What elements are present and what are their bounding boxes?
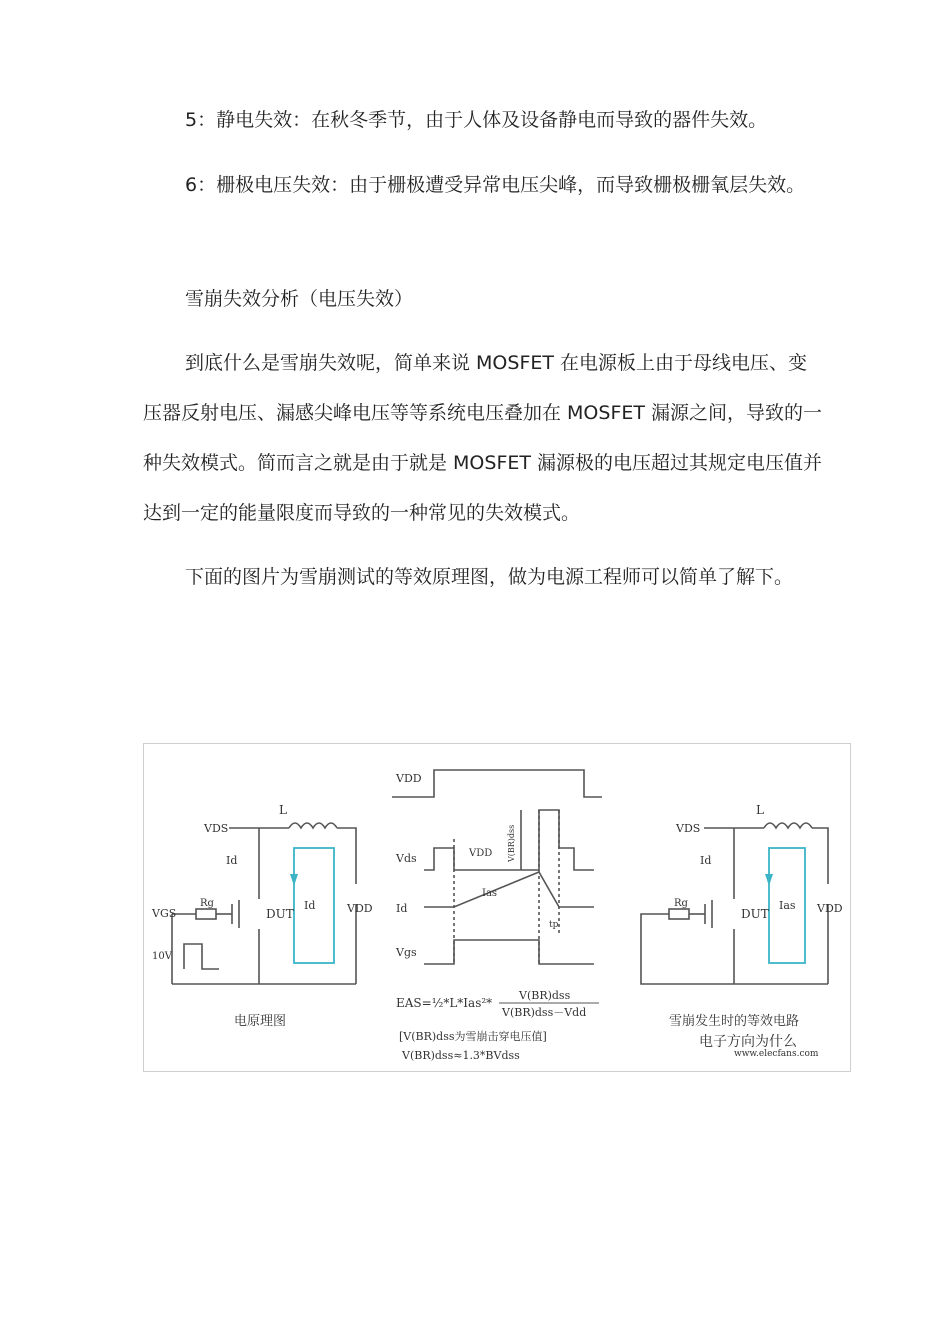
left-inductor-label: L: [279, 803, 287, 817]
paragraph-figure-intro: 下面的图片为雪崩测试的等效原理图，做为电源工程师可以简单了解下。: [185, 566, 794, 588]
formula-denominator: V(BR)dss－Vdd: [502, 1006, 587, 1019]
right-ias-label: Ias: [779, 899, 796, 912]
avalanche-circuit-diagram: [144, 744, 850, 1071]
paragraph-gate-voltage-failure: 6：栅极电压失效：由于栅极遭受异常电压尖峰，而导致栅极栅氧层失效。: [185, 174, 806, 196]
left-rg-label: Rg: [200, 898, 214, 909]
paragraph-avalanche-definition: 到底什么是雪崩失效呢，简单来说 MOSFET 在电源板上由于母线电压、变压器反射电压、漏感尖峰电压等等系统电压叠加在 MOSFET 漏源之间，导致的一种失效模式。简而言之就是由于就是 MOSFET 漏源极的电压超过其规定电压值并达到一定的能量限度而导致的一种常见的失效模式。: [143, 352, 823, 524]
figure-note-breakdown: [V(BR)dss为雪崩击穿电压值]: [399, 1030, 547, 1043]
formula-lhs: EAS=½*L*Ias²*: [396, 996, 493, 1010]
wave-tp-label: tp: [549, 920, 559, 930]
wave-vdd-arrow-label: VDD: [469, 848, 493, 859]
right-caption: 雪崩发生时的等效电路: [669, 1014, 800, 1029]
left-id-current-label: Id: [304, 899, 316, 912]
watermark-url: www.elecfans.com: [734, 1049, 819, 1059]
right-dut-label: DUT: [741, 907, 769, 921]
right-id-label: Id: [700, 854, 712, 867]
left-id-label: Id: [226, 854, 238, 867]
right-inductor-label: L: [756, 803, 764, 817]
left-vgs-label: VGS: [152, 907, 177, 920]
wave-id-label: Id: [396, 902, 408, 915]
figure-note-approx: V(BR)dss≈1.3*BVdss: [402, 1049, 520, 1062]
left-dut-label: DUT: [266, 907, 294, 921]
formula-numerator: V(BR)dss: [519, 989, 571, 1002]
left-vds-label: VDS: [204, 822, 229, 835]
left-caption: 电原理图: [234, 1014, 287, 1029]
wave-vdd-label: VDD: [396, 772, 422, 785]
wave-ias-label: Ias: [482, 888, 498, 899]
right-vds-label: VDS: [676, 822, 701, 835]
avalanche-test-figure: [143, 743, 851, 1072]
left-vdd-label: VDD: [347, 902, 373, 915]
right-rg-label: Rg: [674, 898, 688, 909]
left-10v-label: 10V: [152, 951, 172, 962]
paragraph-static-failure: 5：静电失效：在秋冬季节，由于人体及设备静电而导致的器件失效。: [185, 109, 768, 131]
wave-vbr-label: V(BR)dss: [507, 824, 516, 862]
wave-vgs-label: Vgs: [396, 946, 417, 959]
wave-vds-label: Vds: [396, 852, 417, 865]
watermark-text: 电子方向为什么: [699, 1034, 797, 1050]
right-vdd-label: VDD: [817, 902, 843, 915]
section-heading-avalanche: 雪崩失效分析（电压失效）: [185, 288, 414, 310]
